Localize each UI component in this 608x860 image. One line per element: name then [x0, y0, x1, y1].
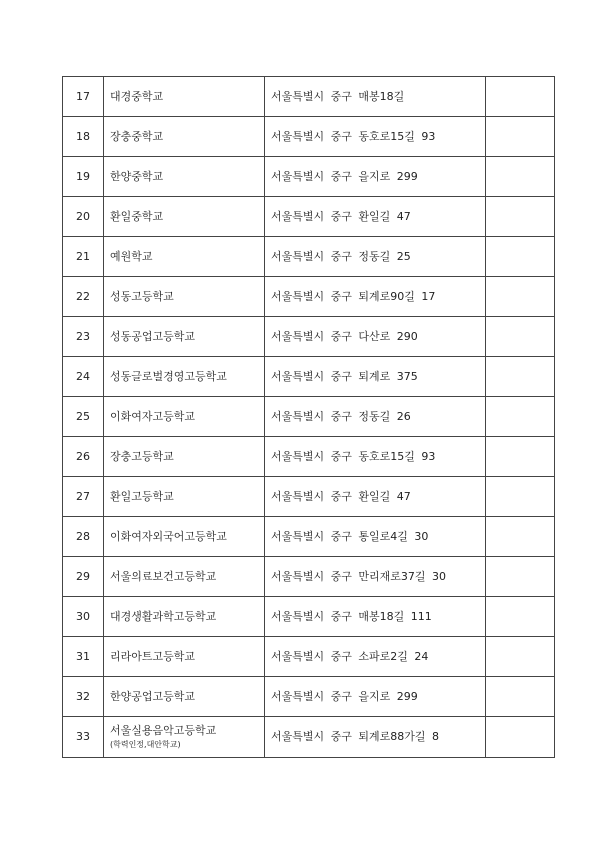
blank-cell	[486, 397, 555, 437]
school-name: 대경중학교	[104, 77, 265, 117]
school-name: 성동공업고등학교	[104, 317, 265, 357]
school-address: 서울특별시 중구 소파로2길 24	[265, 637, 486, 677]
school-address: 서울특별시 중구 환일길 47	[265, 197, 486, 237]
school-address: 서울특별시 중구 정동길 25	[265, 237, 486, 277]
blank-cell	[486, 197, 555, 237]
table-row	[63, 197, 555, 237]
school-name: 서울의료보건고등학교	[104, 557, 265, 597]
table-row	[63, 717, 555, 758]
table-row	[63, 237, 555, 277]
school-address: 서울특별시 중구 매봉18길	[265, 77, 486, 117]
school-name: 예원학교	[104, 237, 265, 277]
school-address: 서울특별시 중구 동호로15길 93	[265, 117, 486, 157]
blank-cell	[486, 677, 555, 717]
row-number: 17	[63, 77, 104, 117]
blank-cell	[486, 637, 555, 677]
table-row	[63, 597, 555, 637]
school-name-cell	[104, 717, 265, 758]
blank-cell	[486, 77, 555, 117]
school-name: 한양공업고등학교	[104, 677, 265, 717]
row-number: 29	[63, 557, 104, 597]
school-name: 환일중학교	[104, 197, 265, 237]
row-number: 22	[63, 277, 104, 317]
row-number: 25	[63, 397, 104, 437]
row-number: 27	[63, 477, 104, 517]
table-row	[63, 357, 555, 397]
table-row	[63, 157, 555, 197]
school-address: 서울특별시 중구 정동길 26	[265, 397, 486, 437]
blank-cell	[486, 117, 555, 157]
school-name: 장충고등학교	[104, 437, 265, 477]
school-name: 장충중학교	[104, 117, 265, 157]
school-address: 서울특별시 중구 만리재로37길 30	[265, 557, 486, 597]
table-row	[63, 397, 555, 437]
blank-cell	[486, 157, 555, 197]
blank-cell	[486, 357, 555, 397]
school-name: 이화여자외국어고등학교	[104, 517, 265, 557]
table-body	[63, 77, 555, 758]
row-number: 19	[63, 157, 104, 197]
table-row	[63, 557, 555, 597]
blank-cell	[486, 717, 555, 758]
row-number: 32	[63, 677, 104, 717]
row-number: 20	[63, 197, 104, 237]
blank-cell	[486, 437, 555, 477]
school-address-table	[62, 76, 555, 758]
school-address: 서울특별시 중구 을지로 299	[265, 157, 486, 197]
school-name: 성동글로벌경영고등학교	[104, 357, 265, 397]
school-address: 서울특별시 중구 환일길 47	[265, 477, 486, 517]
school-address: 서울특별시 중구 퇴계로88가길 8	[265, 717, 486, 758]
school-name: 리라아트고등학교	[104, 637, 265, 677]
school-address: 서울특별시 중구 동호로15길 93	[265, 437, 486, 477]
row-number: 24	[63, 357, 104, 397]
school-name: 한양중학교	[104, 157, 265, 197]
blank-cell	[486, 237, 555, 277]
school-name: 성동고등학교	[104, 277, 265, 317]
blank-cell	[486, 557, 555, 597]
school-name: 이화여자고등학교	[104, 397, 265, 437]
table-row	[63, 517, 555, 557]
table-row	[63, 277, 555, 317]
school-address: 서울특별시 중구 통일로4길 30	[265, 517, 486, 557]
blank-cell	[486, 517, 555, 557]
school-address: 서울특별시 중구 퇴계로90길 17	[265, 277, 486, 317]
school-address: 서울특별시 중구 을지로 299	[265, 677, 486, 717]
school-name: 환일고등학교	[104, 477, 265, 517]
blank-cell	[486, 277, 555, 317]
row-number: 21	[63, 237, 104, 277]
school-address: 서울특별시 중구 매봉18길 111	[265, 597, 486, 637]
row-number: 33	[63, 717, 104, 758]
table-row	[63, 317, 555, 357]
school-address: 서울특별시 중구 퇴계로 375	[265, 357, 486, 397]
blank-cell	[486, 597, 555, 637]
table-row	[63, 117, 555, 157]
table-row	[63, 437, 555, 477]
table-row	[63, 677, 555, 717]
blank-cell	[486, 317, 555, 357]
table-row	[63, 637, 555, 677]
row-number: 31	[63, 637, 104, 677]
blank-cell	[486, 477, 555, 517]
row-number: 18	[63, 117, 104, 157]
row-number: 23	[63, 317, 104, 357]
school-name: 서울실용음악고등학교	[110, 724, 217, 737]
school-name: 대경생활과학고등학교	[104, 597, 265, 637]
row-number: 28	[63, 517, 104, 557]
table-row	[63, 477, 555, 517]
school-address: 서울특별시 중구 다산로 290	[265, 317, 486, 357]
row-number: 26	[63, 437, 104, 477]
row-number: 30	[63, 597, 104, 637]
table-row	[63, 77, 555, 117]
school-note: (학력인정,대안학교)	[110, 740, 181, 749]
